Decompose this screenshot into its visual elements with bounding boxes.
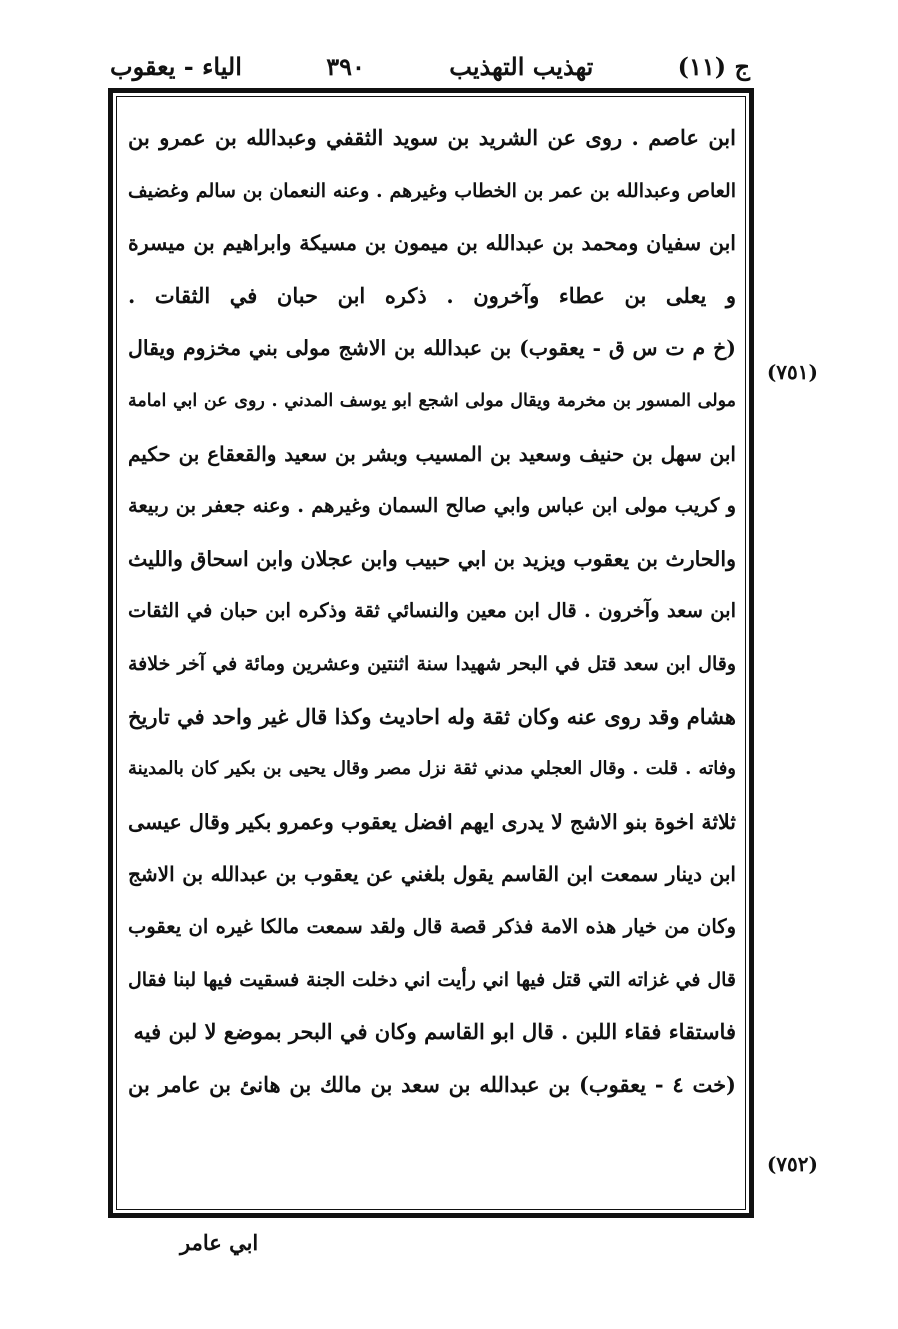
text-line: و يعلى بن عطاء وآخرون . ذكره ابن حبان في الثقات . [128,282,736,308]
text-line: ابن سهل بن حنيف وسعيد بن المسيب وبشر بن سعيد والقعقاع بن حكيم [128,441,736,466]
text-line: هشام وقد روى عنه وكان ثقة وله احاديث وكذا قال غير واحد في تاريخ [128,703,736,729]
text-line: ابن سفيان ومحمد بن عبدالله بن ميمون بن مسيكة وابراهيم بن ميسرة [128,231,736,256]
book-title: تهذيب التهذيب [449,51,594,81]
entry-number: (٧٥٢) [766,1152,818,1176]
text-line: و كريب مولى ابن عباس وابي صالح السمان وغيرهم . وعنه جعفر بن ربيعة [128,494,736,518]
text-line: قال في غزاته التي قتل فيها اني رأيت اني دخلت الجنة فسقيت فيها لبنا فقال [128,968,736,991]
text-line: ابن عاصم . روى عن الشريد بن سويد الثقفي وعبدالله بن عمرو بن [128,125,736,150]
text-line: والحارث بن يعقوب ويزيد بن ابي حبيب وابن عجلان وابن اسحاق والليث [128,546,736,571]
body-text [128,112,736,1111]
text-line: ابن سعد وآخرون . قال ابن معين والنسائي ثقة وذكره ابن حبان في الثقات [128,599,736,623]
chapter-title: الياء - يعقوب [110,51,242,81]
text-line: ثلاثة اخوة بنو الاشج لا يدرى ايهم افضل يعقوب وعمرو بكير وقال عيسى [128,809,736,834]
entry-number: (٧٥١) [766,360,818,384]
text-line: فاستقاء فقاء اللبن . قال ابو القاسم وكان في البحر بموضع لا لبن فيه [133,1019,736,1045]
text-line: مولى المسور بن مخرمة ويقال مولى اشجع ابو يوسف المدني . روى عن ابي امامة [128,390,736,411]
volume-number: ج (١١) [677,51,750,81]
text-line: وقال ابن سعد قتل في البحر شهيدا سنة اثنتين وعشرين ومائة في آخر خلافة [128,652,736,675]
text-line: ابن دينار سمعت ابن القاسم يقول بلغني عن يعقوب بن عبدالله بن الاشج [128,862,736,887]
page-number: ٣٩٠ [326,51,365,81]
text-line: العاص وعبدالله بن عمر بن الخطاب وغيرهم . وعنه النعمان بن سالم وغضيف [128,179,736,202]
text-line: وكان من خيار هذه الامة فذكر قصة قال ولقد سمعت مالكا غيره ان يعقوب [128,914,736,938]
entry-heading-line: (خت ٤ - يعقوب) بن عبدالله بن سعد بن مالك بن هانئ بن عامر بن [128,1071,736,1097]
running-header [110,44,750,88]
text-line: وفاته . قلت . وقال العجلي مدني ثقة نزل مصر وقال يحيى بن بكير كان بالمدينة [128,758,736,780]
entry-heading-line: (خ م ت س ق - يعقوب) بن عبدالله بن الاشج مولى بني مخزوم ويقال [128,336,736,361]
catchword: ابي عامر [180,1230,259,1255]
